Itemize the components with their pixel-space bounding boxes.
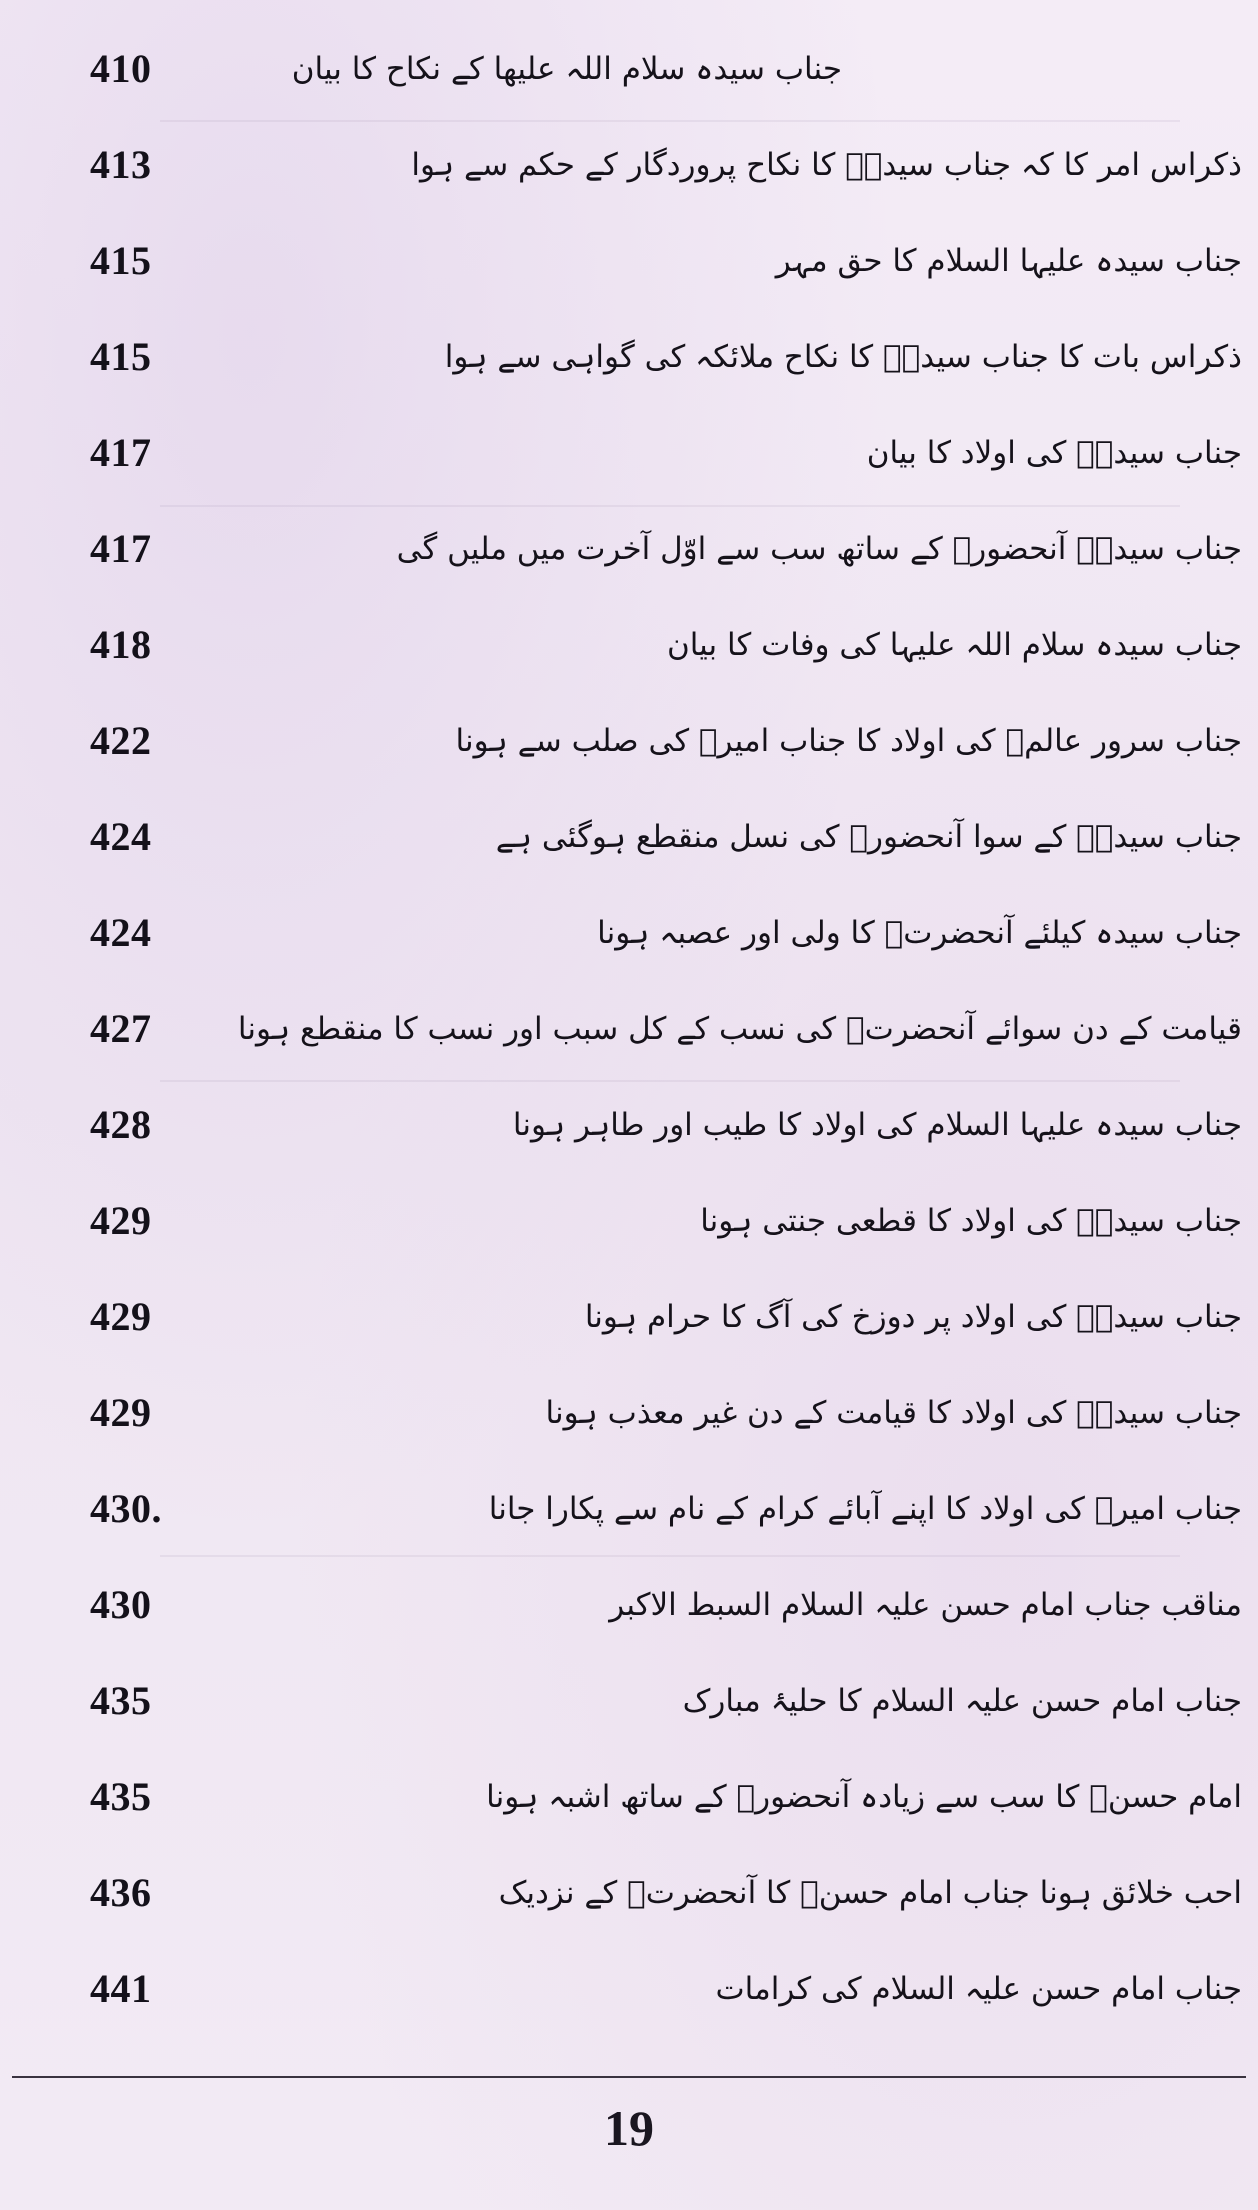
toc-entry [0, 30, 1258, 110]
toc-entry-title: قیامت کے دن سوائے آنحضرتؐ کی نسب کے کل سبب اور نسب کا منقطع ہونا [237, 1011, 1242, 1047]
toc-page-number: 410 [90, 46, 152, 91]
footer-divider [12, 2076, 1246, 2078]
toc-entry [0, 414, 1258, 494]
toc-page-number: 424 [90, 814, 152, 859]
toc-entry-title: جناب سیدہؑ کی اولاد کا بیان [866, 435, 1242, 471]
toc-entry [0, 1374, 1258, 1454]
toc-entry [0, 1950, 1258, 2030]
toc-entry-title: جناب سیدہ کیلئے آنحضرتؐ کا ولی اور عصبہ ہونا [597, 915, 1242, 951]
toc-page-number: 435 [90, 1678, 152, 1723]
toc-entry [0, 126, 1258, 206]
toc-entry-title: ذکراس بات کا جناب سیدہؑ کا نکاح ملائکہ کی گواہی سے ہوا [444, 339, 1242, 375]
toc-entry-title: جناب سرور عالمؐ کی اولاد کا جناب امیرؑ کی صلب سے ہونا [455, 723, 1242, 759]
toc-entry [0, 510, 1258, 590]
toc-page-number: 428 [90, 1102, 152, 1147]
toc-entry [0, 1278, 1258, 1358]
toc-entry-title: جناب امام حسن علیہ السلام کی کرامات [715, 1971, 1242, 2007]
toc-page-number: 422 [90, 718, 152, 763]
toc-entry [0, 990, 1258, 1070]
toc-entry [0, 702, 1258, 782]
toc-entry [0, 1758, 1258, 1838]
toc-entry-title: ذکراس امر کا کہ جناب سیدہؑ کا نکاح پروردگار کے حکم سے ہوا [411, 147, 1242, 183]
toc-entry-title: احب خلائق ہونا جناب امام حسنؑ کا آنحضرتؐ کے نزدیک [498, 1875, 1242, 1911]
toc-entry [0, 606, 1258, 686]
toc-page-number: 427 [90, 1006, 152, 1051]
toc-page-number: 417 [90, 526, 152, 571]
toc-entry-title: مناقب جناب امام حسن علیہ السلام السبط الاکبر [609, 1587, 1242, 1623]
toc-entry-title: جناب سیدہؑ کے سوا آنحضورؐ کی نسل منقطع ہوگئی ہے [495, 819, 1242, 855]
toc-page-number: 436 [90, 1870, 152, 1915]
toc-page-number: 429 [90, 1294, 152, 1339]
toc-entry-title: جناب امام حسن علیہ السلام کا حلیۂ مبارک [682, 1683, 1242, 1719]
toc-entry-title: جناب سیدہ علیہا السلام کا حق مہر [775, 243, 1242, 279]
toc-entry-title: جناب سیدہ علیہا السلام کی اولاد کا طیب اور طاہر ہونا [512, 1107, 1242, 1143]
toc-page-number: 415 [90, 334, 152, 379]
toc-entry [0, 1086, 1258, 1166]
toc-entry [0, 222, 1258, 302]
toc-entry [0, 894, 1258, 974]
toc-entry-title: جناب سیدہؑ کی اولاد کا قیامت کے دن غیر معذب ہونا [545, 1395, 1242, 1431]
toc-page-number: 430. [90, 1486, 162, 1531]
toc-entry [0, 1182, 1258, 1262]
toc-page-number: 418 [90, 622, 152, 667]
toc-page-number: 417 [90, 430, 152, 475]
toc-page-number: 430 [90, 1582, 152, 1627]
toc-page-number: 429 [90, 1390, 152, 1435]
toc-entry-title: جناب سیدہ سلام اللہ علیہا کی وفات کا بیان [666, 627, 1242, 663]
toc-entry [0, 1662, 1258, 1742]
toc-entry-title: جناب امیرؑ کی اولاد کا اپنے آبائے کرام کے نام سے پکارا جانا [488, 1491, 1242, 1527]
toc-page-number: 441 [90, 1966, 152, 2011]
toc-entry-title: جناب سیدہؑ کی اولاد پر دوزخ کی آگ کا حرام ہونا [584, 1299, 1242, 1335]
toc-entry-title: جناب سیدہؑ آنحضورؐ کے ساتھ سب سے اوّل آخرت میں ملیں گی [396, 531, 1242, 567]
toc-page-number: 413 [90, 142, 152, 187]
toc-entry-title: جناب سیدہؑ کی اولاد کا قطعی جنتی ہونا [700, 1203, 1242, 1239]
toc-entry [0, 798, 1258, 878]
toc-entry [0, 1470, 1258, 1550]
toc-page-number: 435 [90, 1774, 152, 1819]
toc-entry-title: امام حسنؑ کا سب سے زیادہ آنحضورؐ کے ساتھ اشبہ ہونا [486, 1779, 1242, 1815]
toc-page-number: 415 [90, 238, 152, 283]
toc-page-number: 424 [90, 910, 152, 955]
toc-entry [0, 1566, 1258, 1646]
toc-entry [0, 318, 1258, 398]
footer-page-number: 19 [604, 2100, 654, 2156]
toc-page-number: 429 [90, 1198, 152, 1243]
toc-entry [0, 1854, 1258, 1934]
toc-entry-title: جناب سیدہ سلام اللہ علیھا کے نکاح کا بیان [291, 51, 842, 87]
